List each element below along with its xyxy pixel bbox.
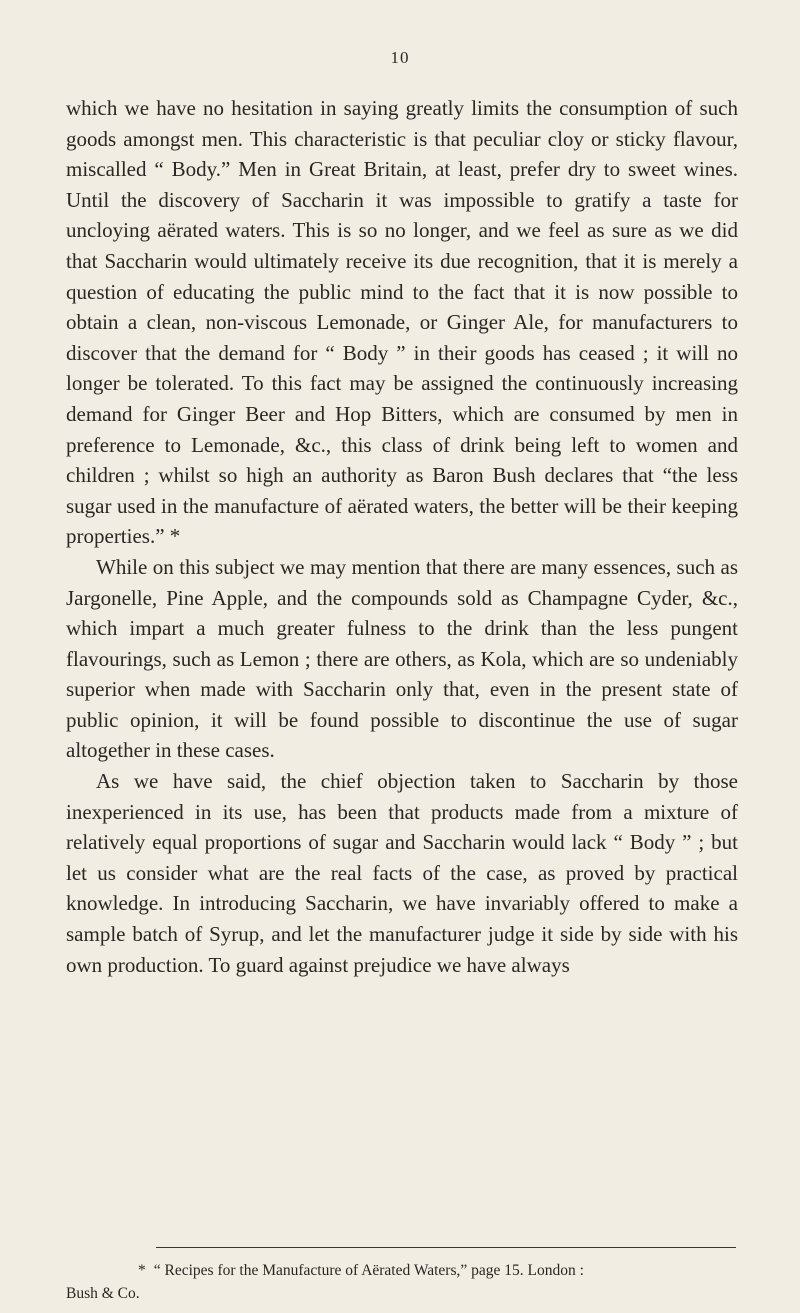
paragraph-2: While on this subject we may mention that there are many essences, such as Jargonelle, Pine Apple, and the compounds sold as Champagne Cyder, &c., which impart a much greater fulness to the drink than the less pungent flavourings, such as Lemon ; there are others, as Kola, which are so undeniably superior when made with Saccharin only that, even in the present state of public opinion, it will be found possible to discontinue the use of sugar altogether in these cases. bbox=[66, 554, 738, 763]
footnote-marker: * bbox=[138, 1262, 146, 1279]
page-number: 10 bbox=[390, 48, 410, 67]
footnote bbox=[66, 1259, 738, 1305]
footnote-text: “ Recipes for the Manufacture of Aërated Waters,” page 15. London : bbox=[153, 1262, 584, 1279]
body-text bbox=[66, 93, 738, 980]
footnote-line-1 bbox=[66, 1259, 738, 1282]
paragraph-3: As we have said, the chief objection taken to Saccharin by those inexperienced in its use, has been that products made from a mixture of relatively equal proportions of sugar and Saccharin would lack “ Body ” ; but let us consider what are the real facts of the case, as proved by practical knowledge. In introducing Saccharin, we have invariably offered to make a sample batch of Syrup, and let the manufacturer judge it side by side with his own production. To guard against prejudice we have always bbox=[66, 769, 738, 977]
paragraph-1: which we have no hesitation in saying greatly limits the consumption of such goods amongst men. This characteristic is that peculiar cloy or sticky flavour, miscalled “ Body.” Men in Great Britain, at least, prefer dry to sweet wines. Until the discovery of Saccharin it was impossible to gratify a taste for uncloying aërated waters. This is so no longer, and we feel as sure as we did that Saccharin would ultimately receive its due recognition, that it is merely a question of educating the public mind to the fact that it is now possible to obtain a clean, non-viscous Lemonade, or Ginger Ale, for manufacturers to discover that the demand for “ Body ” in their goods has ceased ; it will no longer be tolerated. To this fact may be assigned the continuously increasing demand for Ginger Beer and Hop Bitters, which are consumed by men in preference to Lemonade, &c., this class of drink being left to women and children ; whilst so high an authority as Baron Bush declares that “the less sugar used in the manufacture of aërated waters, the better will be their keeping properties.” * bbox=[66, 96, 738, 549]
footnote-line-2: Bush & Co. bbox=[66, 1285, 140, 1302]
footnote-divider bbox=[156, 1247, 736, 1248]
